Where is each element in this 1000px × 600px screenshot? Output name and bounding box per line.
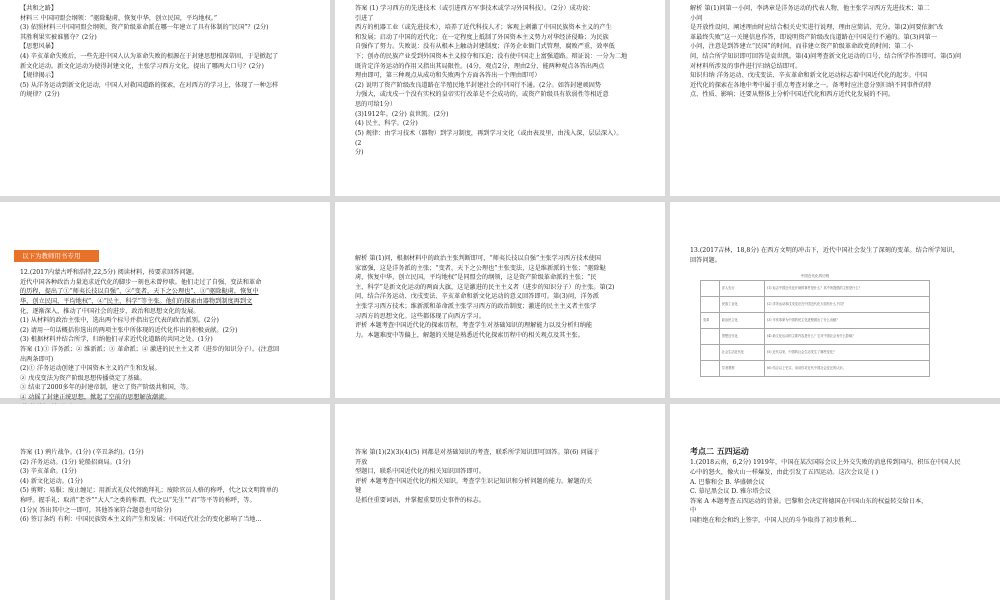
table-cell — [701, 344, 720, 360]
answer-line: (5) 规律：由学习技术（器物）到学习制度，再到学习文化（或由表及里，由浅入深，层层深入）。 — [355, 129, 623, 137]
table-cell: (3) 辛亥革命为中国的民主化进程做出了什么贡献？ — [764, 312, 929, 328]
document-page-4 — [0, 202, 330, 401]
answer-line: 既肯定洋务运动的作用又指出其局限性。(4分，观点2分，理由2分，能两种观点各答出两点 — [355, 62, 605, 70]
table-row — [701, 296, 930, 312]
answer-line: 思的可给1分） — [355, 101, 397, 109]
answer-line: (5) 剪辫；易服；废止缠足；用新式礼仪代替跪拜礼；废除官员人格的称呼，代之以文明简单的 — [20, 487, 279, 495]
question-line: (2) 请用一句话概括你选出的两项主张中所体现的近代化作出的积极贡献。(2分) — [20, 326, 238, 334]
table-cell: 民族工业化 — [719, 296, 764, 312]
analysis-line: 近代化的探索在各地中考中属于重点考查对象之一。备考时应注意分别归纳不同事件的特 — [690, 81, 932, 89]
analysis-line: 解析 第(1)问第一小问，李鸿章是洋务运动的代表人物，他主张学习西方先进技术；第二 — [690, 5, 930, 12]
analysis-line: 对材料所涉及的事件进行归纳总结即可。 — [690, 62, 802, 70]
table-cell: 社会生活近代化 — [719, 344, 764, 360]
table-row — [701, 312, 930, 328]
analysis-line: 点、性质、影响；还要从整体上分析中国近代化和西方近代化发展的不同。 — [690, 91, 895, 99]
analysis-line: 习西方的思想文化。这些都体现了向西方学习。 — [355, 312, 485, 320]
option-line: C. 慕尼黑会议 D. 雅尔塔会议 — [690, 488, 771, 496]
table-cell: 学者观察 — [719, 360, 764, 376]
table-title: 中国近代化的历程 — [800, 274, 830, 279]
answer-line: ④ 动摇了封建正统思想，掀起了空前的思想解放潮流。 — [20, 393, 171, 401]
table-cell — [701, 280, 720, 296]
answer-line: (2) 洋务运动。(1分) 轮船招商局。(1分) — [20, 458, 131, 466]
document-page-3 — [670, 0, 1000, 196]
answer-line: (2)① 洋务运动创建了中国资本主义的产生和发展。 — [20, 365, 161, 373]
answer-line: 西方的机器工业（或先进技术），培养了近代科技人才；客观上刺激了中国民族资本主义的产生 — [355, 24, 612, 32]
question-line: 12.(2017内蒙古呼和浩特,22,5分) 阅读材料，按要求回答问题。 — [20, 269, 199, 277]
table-cell: 思想近代化 — [719, 328, 764, 344]
analysis-line: 小问 — [690, 14, 703, 22]
teacher-only-banner: 以下为教师用书专用 — [14, 250, 99, 262]
table-row — [701, 360, 930, 376]
answer-line: 分) — [355, 149, 364, 157]
text-line: 【思想风暴】 — [20, 43, 58, 51]
answer-line: 答案 (1) 鸦片战争。(1分) (辛丑条约)。(1分) — [20, 449, 144, 456]
answer-line: ② 戊戌变法为资产阶级思想传播奠定了基础。 — [20, 374, 146, 382]
answer-line: 和发展；启动了中国的近代化；在一定程度上抵制了外国资本主义势力对华经济侵略；为民族 — [355, 33, 609, 41]
table-cell: 变革 — [701, 312, 720, 328]
answer-line: (2) 说明了资产阶级改良道路在半殖民地半封建社会的中国行不通。(2分。如答封建顽固势 — [355, 81, 602, 89]
answer-line: (3) 辛亥革命。(1分) — [20, 468, 77, 476]
table-cell: (1) 标志中国近代化开始的事件是什么？其中所提倡的主张是什么？ — [764, 280, 929, 296]
comment-line: 是抓住重要词语，并掌握重要历史事件的标志。 — [355, 497, 485, 505]
answer-line: 力强大，或戊戌一个没有实权的皇帝实行改革是不会成功的，或资产阶级具有软弱性等相近意 — [355, 91, 609, 99]
text-line: (5) 从洋务运动到新文化运动，中国人对救国道路的探索，在对西方的学习上，体现了一种怎样 — [20, 81, 279, 89]
question-line: 心中的怒火，像火山一样爆发，由此引发了五四运动。这次会议是 ( ) — [690, 469, 879, 476]
answer-line: 自强作了努力。失败说：没有从根本上触动封建制度；洋务企业衙门式管理，腐败严重，效率低 — [355, 43, 615, 51]
analysis-line: 家富强，这是洋务派的主张；“变者，天下之公理也”主张变法，这是维新派的主张；“驱除鞑 — [355, 264, 606, 272]
table-cell: 洋人先行 — [719, 280, 764, 296]
analysis-line: 开放 — [355, 458, 368, 466]
question-line: 华，创立民国，平均地权”、④“民主，科学”等主张。他们的探索由器物到制度再到文 — [20, 297, 253, 305]
analysis-line: 问，结合所学知识即可回答是袁世凯。第(4)问考查新文化运动的口号，结合所学作答即可。第(5)问 — [690, 53, 962, 61]
answer-line: 下；创办的民族产业受到外国资本主义掠夺和压迫；没有使中国走上富强道路。辩证说：一分为二地 — [355, 53, 628, 61]
table-cell — [701, 296, 720, 312]
question-line: 13.(2017吉林，18,8分) 在西方文明的冲击下，近代中国社会发生了深刻的变革。结合所学知识， — [690, 247, 959, 254]
table-cell — [701, 360, 720, 376]
text-line: 材料三 中国同盟会纲领：“驱除鞑虏，恢复中华，创立民国，平均地权。” — [20, 14, 218, 22]
document-page-8 — [335, 404, 665, 600]
question-line: (1) 从材料的政治主张中，选出两个标号并指出它代表的政治派别。(2分) — [20, 317, 219, 325]
analysis-line: 解析 第(1)问，根据材料中的政治主张判断即可，“师夷长技以自强”主张学习西方技术使国 — [355, 255, 601, 262]
analysis-line: 革最终失败”这一关键信息作答，即说明资产阶级改良道路在中国是行不通的。第(3)问第一 — [690, 33, 938, 41]
answer-line: 答案 (1)① 洋务派；② 维新派；③ 革命派；④ 激进的民主主义者（进步的知识分子）。(注意回 — [20, 345, 280, 353]
analysis-line: 是开放性设问，阐述理由时应结合相关史实进行说理，理由应简洁、充分。第(2)问要依据“改 — [690, 24, 944, 32]
document-page-2 — [335, 0, 665, 196]
table-cell — [701, 328, 720, 344]
answer-line: 国拒绝在和会和约上签字，中国人民的斗争取得了初步胜利... — [690, 517, 857, 525]
text-line: (3) 依照材料三中国同盟会纲领，资产阶级革命派在哪一年建立了具有体制的“民国”？(2分) — [20, 24, 269, 32]
table-cell: 政治民主化 — [719, 312, 764, 328]
analysis-line: 虏，恢复中华，创立民国，平均地权”是同盟会的纲领，这是资产阶级革命派的主张；“民 — [355, 274, 597, 282]
table-row — [701, 344, 930, 360]
analysis-line: 主，科学”是新文化运动的两面大旗，这是激进的民主主义者（进步的知识分子）的主张。第(2) — [355, 283, 615, 291]
document-page-5 — [335, 202, 665, 398]
comment-line: 键 — [355, 487, 362, 495]
answer-line: (1分)( 答出其中之一即可，其他答案符合题意也可给分) — [20, 506, 172, 514]
answer-line: ③ 结束了2000多年的封建帝制，建立了资产阶级共和国，等。 — [20, 384, 193, 392]
analysis-line: 主张学习西方技术；维新派和革命派主张学习西方的政治制度；激进的民主主义者主张学 — [355, 303, 597, 311]
document-page-7 — [0, 404, 330, 600]
answer-line: 称呼。握手礼；取消“老爷”“大人”之类的称谓，代之以“先生”“君”等平等的称呼，等。 — [20, 497, 256, 505]
document-page-6 — [670, 202, 1000, 398]
table-row — [701, 280, 930, 296]
answer-line: 中 — [690, 507, 697, 515]
table-row — [701, 328, 930, 344]
question-line: 的历程，提出了①“师夷长技以自强”、②“变者，天下之公理也”、③“驱除鞑虏，恢复中 — [20, 288, 259, 296]
answer-line: 引进了 — [355, 14, 374, 22]
question-table — [700, 273, 930, 377]
text-line: 新文化运动。新文化运动为使得封建文化，主张学习西方文化，提出了哪两大口号？(2分) — [20, 62, 264, 70]
text-line: 【共和之路】 — [20, 5, 58, 12]
answer-line: (2 — [355, 139, 362, 147]
answer-line: 答案 A 本题考查五四运动的背景。巴黎和会决定将德国在中国山东的权益转交给日本， — [690, 497, 928, 505]
table-cell: (4) 新文化运动的主要内容是什么？它对中国社会有什么影响？ — [764, 328, 929, 344]
answer-line: 答案 (1) 学习西方的先进技术（或引进西方军事技术或学习外国科技）。（2分）成功说： — [355, 5, 595, 12]
text-line: (4) 辛亥革命失败后，一些先进中国人认为革命失败的根源在于封建思想根深蒂固，于是掀起了 — [20, 53, 279, 61]
text-line: 的规律？(2分) — [20, 91, 60, 99]
analysis-line: 小问，注意是到答建立“民国”的时间，而非建立资产阶级革命政党的时间；第二小 — [690, 43, 913, 51]
answer-line: (4) 民主，科学。(2分) — [355, 120, 418, 128]
question-line: 化，逐渐深入，推动了中国社会的进步，政治和思想文化的发展。 — [20, 307, 200, 315]
question-line: 回答问题。 — [690, 256, 721, 264]
table-cell: (6) 结合以上史实，谈谈你对近代中国社会变迁的认识。 — [764, 360, 929, 376]
question-line: 近代中国各种政治力量追求近代化的脚步一刻也未曾停歇。他们走过了自强、变法和革命 — [20, 278, 262, 286]
answer-line: (3)1912年。(2分) 袁世凯。(2分) — [355, 110, 449, 118]
text-line: 【规律揭示】 — [20, 72, 58, 80]
document-page-9 — [670, 404, 1000, 600]
answer-line: 出两条即可) — [20, 355, 54, 363]
option-line: A. 巴黎和会 B. 华盛顿会议 — [690, 478, 765, 486]
analysis-line: 知识归纳 洋务运动、戊戌变法、辛亥革命和新文化运动标志着中国近代化的起步。中国 — [690, 72, 928, 80]
document-page-1 — [0, 0, 330, 196]
section-heading: 考点二 五四运动 — [690, 447, 749, 456]
text-line: 其胜利果实被谁篡夺？(2分) — [20, 33, 97, 41]
comment-line: 评析 本题考查中国近代化的探索历程，考查学生对基础知识的理解能力以及分析归纳能 — [355, 322, 593, 330]
table-cell: (5) 近代以来，中国的社会生活发生了哪些变化？ — [764, 344, 929, 360]
comment-line: 评析 本题考查中国近代化的相关知识，考查学生识记知识和分析问题的能力。解题的关 — [355, 477, 593, 485]
answer-line: (6) 签订条约 有利：中国民族资本主义的产生和发展；中国近代社会的变化影响了当地... — [20, 516, 262, 524]
comment-line: 力。本题难度中等偏上，解题的关键是熟悉近代化探索历程中的相关观点及其主张。 — [355, 331, 584, 339]
table-cell: (2) 洋务运动和戊戌变法在中国近代化方面有什么不同？ — [764, 296, 929, 312]
analysis-line: 型题目，联系中国近代化的相关知识回答即可。 — [355, 468, 485, 476]
answer-line: 理由即可，第三种观点从成功和失败两个方面各答出一个理由即可） — [355, 72, 541, 80]
question-line: (3) 根据材料并结合所学，归纳他们寻求近代化道路的共同之处。(1分) — [20, 336, 213, 344]
answer-line: (4) 新文化运动。(1分) — [20, 477, 83, 485]
analysis-line: 问，结合洋务运动、戊戌变法、辛亥革命和新文化运动的意义回答即可。第(3)问，洋务派 — [355, 293, 599, 301]
analysis-line: 答案 第(1)(2)(3)(4)(5) 问都是对基础知识的考查，联系所学知识即可回答。第(6) 问属于 — [355, 449, 600, 456]
question-line: 1.(2018云南，6,2分) 1919年，中国在某次国际会议上外交失败的消息传到国内，积压在中国人民 — [690, 459, 961, 467]
